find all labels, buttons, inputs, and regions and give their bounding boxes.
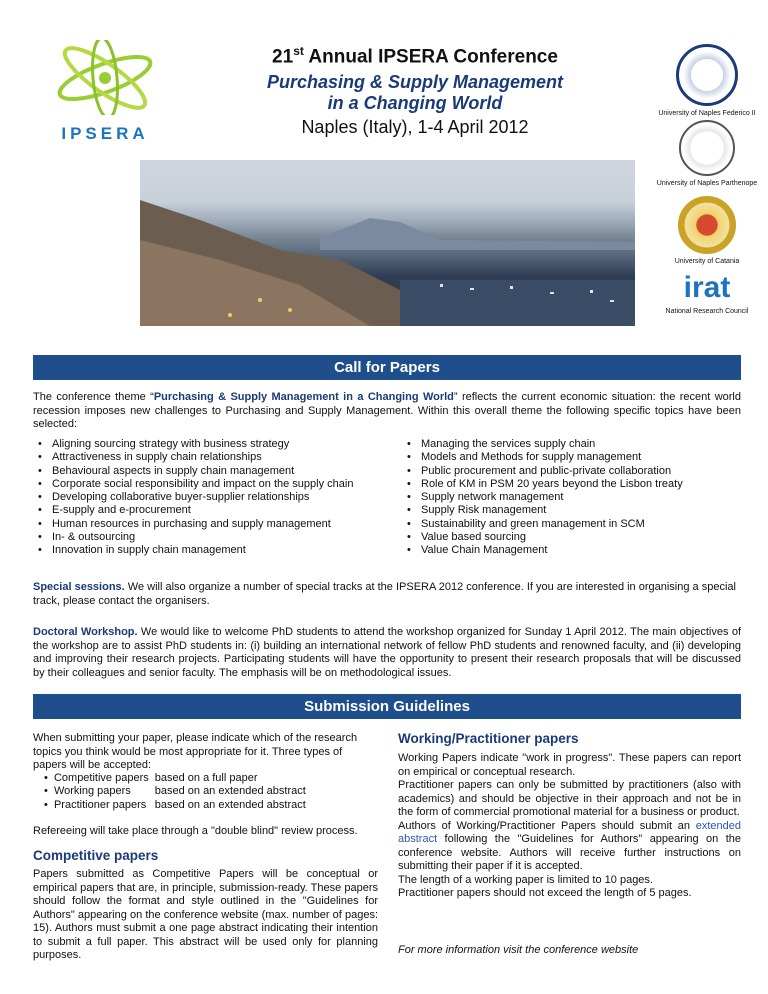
university-seal-icon xyxy=(679,120,735,176)
conference-location: Naples (Italy), 1-4 April 2012 xyxy=(301,117,529,137)
list-item: • Supply Risk management xyxy=(405,504,745,517)
university-seal-icon xyxy=(678,196,736,254)
list-item: • Models and Methods for supply management xyxy=(405,451,745,464)
partner-federico-ii: University of Naples Federico II xyxy=(652,44,762,117)
list-item: • Value Chain Management xyxy=(405,544,745,557)
list-item: • Supply network management xyxy=(405,491,745,504)
table-row: • Working papers based on an extended abstract xyxy=(44,785,306,798)
list-item: • Human resources in purchasing and supply management xyxy=(36,518,386,531)
doctoral-workshop: Doctoral Workshop. We would like to welcome PhD students to attend the workshop organized for Sunday 1 April 2012. The main objectives of the workshop are to assist PhD students in: (i) building an international network of fellow PhD students and renowned faculty, and (ii) developing and improving their research projects. Participating students will have the opportunity to present their research proposals that will be discussed by their colleagues and senior faculty. The emphasis will be on methodological issues. xyxy=(33,626,741,679)
ipsera-swirl-icon xyxy=(45,40,165,115)
naples-panorama-image xyxy=(140,160,635,326)
conference-theme: Purchasing & Supply Management in a Changing World xyxy=(153,391,454,403)
more-info-note: For more information visit the conference website xyxy=(398,944,639,956)
topics-list-left xyxy=(36,438,386,558)
list-item: • Attractiveness in supply chain relationships xyxy=(36,451,386,464)
special-sessions: Special sessions. We will also organize a number of special tracks at the IPSERA 2012 conference. If you are interested in organising a special track, please contact the organisers. xyxy=(33,581,736,607)
university-seal-icon xyxy=(676,44,738,106)
ipsera-logo-text: IPSERA xyxy=(61,124,149,143)
working-papers-heading: Working/Practitioner papers xyxy=(398,731,579,746)
list-item: • Public procurement and public-private collaboration xyxy=(405,465,745,478)
list-item: • Sustainability and green management in SCM xyxy=(405,518,745,531)
list-item: • Value based sourcing xyxy=(405,531,745,544)
call-intro: The conference theme “Purchasing & Supply Management in a Changing World” reflects the current economic situation: the recent world recession imposes new challenges to Purchasing and Supply Management. Within this overall theme the following specific topics have been selected: xyxy=(33,391,741,430)
conference-subtitle: Purchasing & Supply Management in a Changing World xyxy=(266,72,564,113)
submission-intro: When submitting your paper, please indicate which of the research topics you think would be most appropriate for it. Three types of papers will be accepted: xyxy=(33,732,358,771)
list-item: • Aligning sourcing strategy with business strategy xyxy=(36,438,386,451)
irat-logo: irat xyxy=(683,271,731,304)
call-for-papers-heading: Call for Papers xyxy=(33,355,741,380)
extended-abstract-link[interactable]: extended abstract xyxy=(398,819,741,845)
topics-list-right xyxy=(405,438,745,558)
bay-of-naples-icon xyxy=(140,160,635,326)
ipsera-logo xyxy=(45,40,165,143)
working-papers-text: Working Papers indicate "work in progress". These papers can report on empirical or conceptual research. Practitioner papers can only be submitted by practitioners (also with academics) and should be objective in their approach and not be in the form of commercial promotional material for a business or product. Authors of Working/Practitioner Papers should submit an extended abstract following the "Guidelines for Authors" appearing on the conference website. Authors will receive further instructions on submitting their paper if it is accepted. The length of a working paper is limited to 10 pages. Practitioner papers should not exceed the length of 5 pages. xyxy=(398,752,741,899)
competitive-papers-text: Papers submitted as Competitive Papers will be conceptual or empirical papers that are, in principle, submission-ready. These papers should follow the format and style outlined in the "Guidelines for Authors" appearing on the conference website (max. number of pages: 15). Authors must submit a one page abstract indicating their intention to submit a full paper. This abstract will be used only for planning purposes. xyxy=(33,868,378,961)
partner-catania: University of Catania xyxy=(652,196,762,265)
refereeing-note: Refereeing will take place through a "double blind" review process. xyxy=(33,825,358,837)
list-item: • In- & outsourcing xyxy=(36,531,386,544)
list-item: • Behavioural aspects in supply chain management xyxy=(36,465,386,478)
table-row: • Practitioner papers based on an extended abstract xyxy=(44,798,306,811)
partner-cnr: irat National Research Council xyxy=(652,272,762,315)
list-item: • Managing the services supply chain xyxy=(405,438,745,451)
partner-parthenope: University of Naples Parthenope xyxy=(652,120,762,187)
list-item: • Innovation in supply chain management xyxy=(36,544,386,557)
list-item: • Role of KM in PSM 20 years beyond the Lisbon treaty xyxy=(405,478,745,491)
conference-title: 21st Annual IPSERA Conference xyxy=(272,44,558,68)
competitive-papers-heading: Competitive papers xyxy=(33,848,159,863)
submission-guidelines-heading: Submission Guidelines xyxy=(33,694,741,719)
list-item: • Developing collaborative buyer-supplier relationships xyxy=(36,491,386,504)
list-item: • Corporate social responsibility and impact on the supply chain xyxy=(36,478,386,491)
list-item: • E-supply and e-procurement xyxy=(36,504,386,517)
paper-types-table xyxy=(44,772,312,812)
table-row: • Competitive papers based on a full paper xyxy=(44,772,258,784)
